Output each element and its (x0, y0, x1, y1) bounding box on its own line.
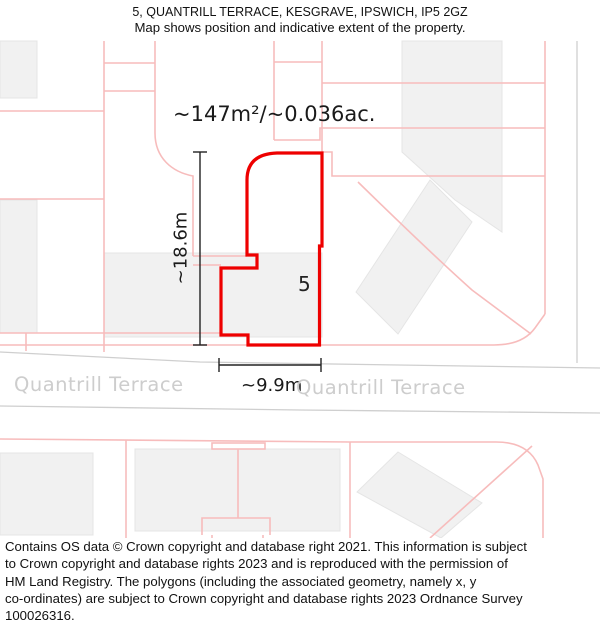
footer-line: 100026316. (5, 608, 75, 624)
footer-copyright (0, 538, 600, 625)
road-edge-bottom (0, 406, 600, 413)
street-label-right: Quantrill Terrace (296, 376, 466, 399)
building-footprint (0, 453, 93, 535)
footer-line: Contains OS data © Crown copyright and database right 2021. This information is subject (5, 539, 527, 554)
footer-line: co-ordinates) are subject to Crown copyright and database rights 2023 Ordnance Survey (5, 590, 523, 606)
page-title: 5, QUANTRILL TERRACE, KESGRAVE, IPSWICH, IP5 2GZ (132, 5, 468, 19)
building-footprint (357, 452, 482, 538)
footer-line: HM Land Registry. The polygons (including the associated geometry, namely x, y (5, 573, 477, 589)
building-footprint (0, 41, 37, 98)
header (0, 0, 600, 40)
parcel-detail (212, 443, 265, 449)
page-subtitle: Map shows position and indicative extent of the property. (134, 20, 466, 35)
height-dimension-label: ~18.6m (170, 211, 192, 285)
width-dimension-label: ~9.9m (241, 375, 303, 396)
area-label: ~147m²/~0.036ac. (173, 102, 376, 126)
building-footprint (0, 200, 37, 333)
road-edge-lines (0, 41, 600, 413)
street-label-left: Quantrill Terrace (14, 373, 184, 396)
footer-line: to Crown copyright and database rights 2023 and is reproduced with the permission of (5, 556, 508, 572)
building-footprint (356, 180, 472, 334)
plot-number-label: 5 (298, 272, 311, 296)
